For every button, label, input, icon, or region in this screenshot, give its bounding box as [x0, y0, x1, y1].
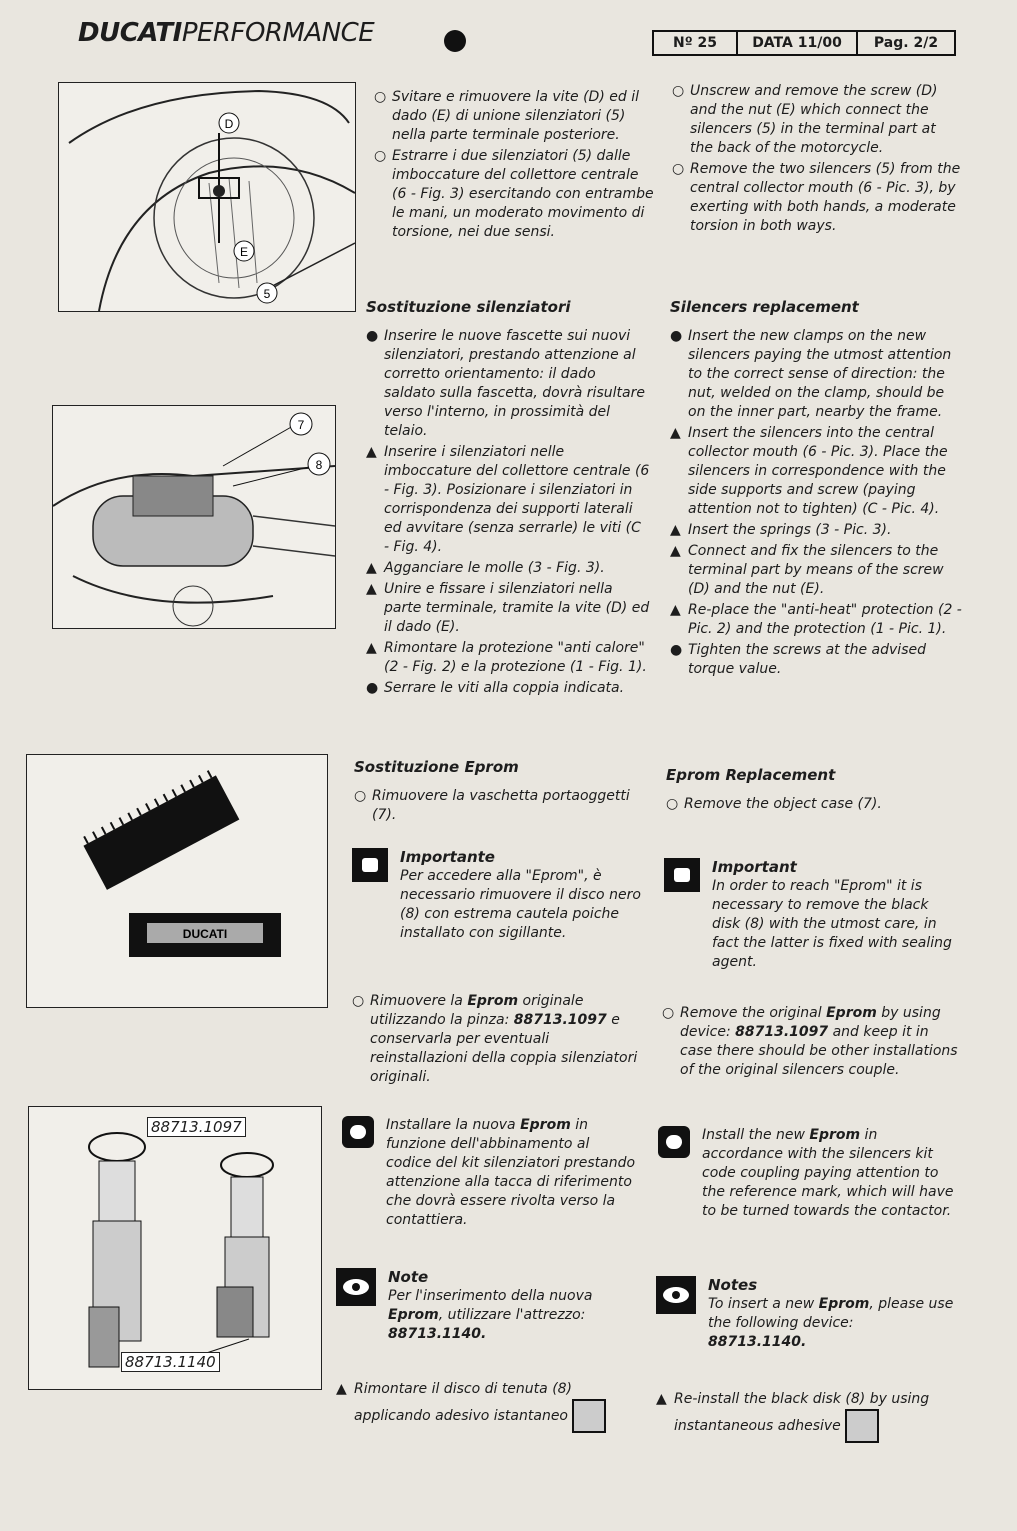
fig1-label-5: 5	[263, 287, 271, 301]
it-step-6	[366, 679, 650, 698]
english-eprom-section	[666, 766, 962, 816]
en-important-title: Important	[712, 858, 797, 876]
it-step-text-3: Agganciare le molle (3 - Fig. 3).	[384, 560, 605, 576]
en-note-title: Notes	[708, 1276, 758, 1294]
en-step-text-6: Tighten the screws at the advised torque value.	[688, 642, 926, 677]
it-eprom-heading: Sostituzione Eprom	[354, 758, 519, 776]
triangle-icon: ▲	[656, 1391, 667, 1407]
brand-logo	[78, 18, 374, 48]
en-step-5	[670, 601, 964, 639]
en-eprom-step-text-1: Remove the object case (7).	[684, 796, 882, 812]
brand-light: PERFORMANCE	[181, 18, 375, 48]
en-intro-text-2: Remove the two silencers (5) from the central collector mouth (6 - Pic. 3), by exerting with both hands, a moderate torsion in both ways.	[690, 161, 961, 234]
it-intro-text-2: Estrarre i due silenziatori (5) dalle imboccature del collettore centrale (6 - Fig. 3) esercitando con entrambe le mani, un moderato movimento di torsione, nei due sensi.	[392, 148, 654, 240]
label-7	[290, 413, 312, 435]
stop-icon	[664, 858, 700, 892]
adhesive-icon	[845, 1409, 879, 1443]
en-step-4	[670, 542, 964, 599]
open-circle-icon: ○	[374, 148, 387, 164]
en-silencer-heading: Silencers replacement	[670, 298, 859, 316]
triangle-icon: ▲	[366, 581, 377, 597]
adhesive-icon	[572, 1399, 606, 1433]
en-step-text-4: Connect and fix the silencers to the terminal part by means of the screw (D) and the nut (E).	[688, 543, 944, 597]
label-e	[234, 241, 254, 261]
it-eprom-step-1	[354, 787, 644, 825]
it-intro-text-1: Svitare e rimuovere la vite (D) ed il dado (E) di unione silenziatori (5) nella parte terminale posteriore.	[392, 89, 639, 143]
en-note-block	[656, 1276, 956, 1352]
brand-bold: DUCATI	[78, 18, 182, 48]
triangle-icon: ▲	[366, 640, 377, 656]
it-reinstall-text: Rimontare il disco di tenuta (8) applicando adesivo istantaneo	[354, 1381, 573, 1424]
en-reinstall	[656, 1390, 956, 1445]
it-intro-1	[374, 88, 654, 145]
it-note-block	[336, 1268, 636, 1344]
fig1-label-e: E	[239, 245, 249, 259]
en-step-text-3: Insert the springs (3 - Pic. 3).	[688, 522, 892, 538]
en-step-text-1: Insert the new clamps on the new silencers paying the utmost attention to the correct sense of direction: the nut, welded on the clamp, should be on the inner part, nearby the frame.	[688, 328, 952, 420]
fig3-chip-label: DUCATI	[182, 927, 228, 941]
it-note-title: Note	[388, 1268, 429, 1286]
fig2-label-7: 7	[297, 418, 305, 432]
it-note-text: Per l'inserimento della nuova Eprom, utilizzare l'attrezzo: 88713.1140.	[388, 1288, 593, 1342]
eye-icon	[656, 1276, 696, 1314]
en-important-text: In order to reach "Eprom" it is necessary to remove the black disk (8) with the utmost care, in fact the latter is fixed with sealing agent.	[712, 878, 952, 970]
open-circle-icon: ○	[672, 161, 685, 177]
en-step-text-2: Insert the silencers into the central collector mouth (6 - Pic. 3). Place the silencers in correspondence with the side supports and screw (paying attention not to tighten) (C - Pic. 4).	[688, 425, 948, 517]
filled-circle-icon: ●	[670, 642, 683, 658]
it-remove-eprom	[352, 992, 642, 1089]
fig1-label-d: D	[224, 117, 234, 131]
tool-label-top: 88713.1097	[147, 1117, 246, 1137]
it-reinstall	[336, 1380, 636, 1435]
it-important-text: Per accedere alla "Eprom", è necessario rimuovere il disco nero (8) con estrema cautela poiche installato con sigillante.	[400, 868, 641, 941]
english-intro	[672, 82, 962, 238]
it-intro-2	[374, 147, 654, 242]
filled-circle-icon: ●	[366, 328, 379, 344]
it-step-text-5: Rimontare la protezione "anti calore" (2 - Fig. 2) e la protezione (1 - Fig. 1).	[384, 640, 647, 675]
en-intro-2	[672, 160, 962, 236]
filled-circle-icon: ●	[670, 328, 683, 344]
it-silencer-heading: Sostituzione silenziatori	[366, 298, 571, 316]
chip-warning-icon	[658, 1126, 690, 1158]
tool-label-bottom: 88713.1140	[121, 1352, 220, 1372]
italian-intro	[374, 88, 654, 244]
en-install-text: Install the new Eprom in accordance with the silencers kit code coupling paying attention to the reference mark, which will have to be turned towards the contactor.	[702, 1127, 954, 1219]
en-remove-text: Remove the original Eprom by using device: 88713.1097 and keep it in case there should be other installations of the original silencers couple.	[680, 1005, 958, 1078]
italian-silencer-section	[366, 298, 650, 700]
figure-tools	[28, 1106, 322, 1390]
triangle-icon: ▲	[366, 444, 377, 460]
figure-eprom-chip	[26, 754, 328, 1008]
it-step-2	[366, 443, 650, 557]
it-step-1	[366, 327, 650, 441]
doc-date: DATA 11/00	[738, 32, 858, 54]
fig2-label-8: 8	[315, 458, 323, 472]
it-step-5	[366, 639, 650, 677]
dot-mark	[444, 30, 466, 52]
en-step-2	[670, 424, 964, 519]
en-note-text: To insert a new Eprom, please use the following device: 88713.1140.	[708, 1296, 954, 1350]
doc-number: Nº 25	[654, 32, 738, 54]
en-intro-1	[672, 82, 962, 158]
triangle-icon: ▲	[670, 602, 681, 618]
it-remove-text: Rimuovere la Eprom originale utilizzando la pinza: 88713.1097 e conservarla per eventuali reinstallazioni della coppia silenziatori originali.	[370, 993, 638, 1085]
en-eprom-heading: Eprom Replacement	[666, 766, 836, 784]
it-install-text: Installare la nuova Eprom in funzione dell'abbinamento al codice del kit silenziatori prestando attenzione alla tacca di riferimento che dovrà essere rivolta verso la contattiera.	[386, 1117, 636, 1228]
english-silencer-section	[670, 298, 964, 681]
stop-icon	[352, 848, 388, 882]
en-reinstall-text: Re-install the black disk (8) by using instantaneous adhesive	[674, 1391, 930, 1434]
figure-silencer-clamps	[52, 405, 336, 629]
triangle-icon: ▲	[670, 425, 681, 441]
en-install-block	[658, 1126, 958, 1221]
en-important-block	[664, 858, 960, 972]
it-step-text-6: Serrare le viti alla coppia indicata.	[384, 680, 625, 696]
it-eprom-step-text-1: Rimuovere la vaschetta portaoggetti (7).	[372, 788, 630, 823]
open-circle-icon: ○	[374, 89, 387, 105]
italian-eprom-section	[354, 758, 644, 827]
en-intro-text-1: Unscrew and remove the screw (D) and the nut (E) which connect the silencers (5) in the terminal part at the back of the motorcycle.	[690, 83, 938, 156]
eye-icon	[336, 1268, 376, 1306]
chip-warning-icon	[342, 1116, 374, 1148]
open-circle-icon: ○	[354, 788, 367, 804]
triangle-icon: ▲	[670, 543, 681, 559]
en-remove-eprom	[662, 1004, 958, 1082]
triangle-icon: ▲	[366, 560, 377, 576]
open-circle-icon: ○	[662, 1005, 675, 1021]
label-8	[308, 453, 330, 475]
open-circle-icon: ○	[352, 993, 365, 1009]
it-important-block	[352, 848, 642, 943]
triangle-icon: ▲	[670, 522, 681, 538]
it-step-4	[366, 580, 650, 637]
it-step-text-2: Inserire i silenziatori nelle imboccature del collettore centrale (6 - Fig. 3). Posizionare i silenziatori in corrispondenza dei supporti laterali ed avvitare (senza serrarle) le viti (C - Fig. 4).	[384, 444, 650, 555]
open-circle-icon: ○	[672, 83, 685, 99]
it-step-text-1: Inserire le nuove fascette sui nuovi silenziatori, prestando attenzione al corretto orientamento: il dado saldato sulla fascetta, dovrà risultare verso l'interno, in prossimità del telaio.	[384, 328, 645, 439]
doc-info-box	[652, 30, 956, 56]
it-step-3	[366, 559, 650, 578]
open-circle-icon: ○	[666, 796, 679, 812]
figure-exhaust-rear	[58, 82, 356, 312]
en-step-6	[670, 641, 964, 679]
filled-circle-icon: ●	[366, 680, 379, 696]
doc-page: Pag. 2/2	[873, 35, 939, 51]
label-5	[257, 283, 277, 303]
en-step-3	[670, 521, 964, 540]
en-eprom-step-1	[666, 795, 962, 814]
it-install-block	[342, 1116, 638, 1230]
label-d	[219, 113, 239, 133]
en-step-1	[670, 327, 964, 422]
triangle-icon: ▲	[336, 1381, 347, 1397]
it-step-text-4: Unire e fissare i silenziatori nella parte terminale, tramite la vite (D) ed il dado (E).	[384, 581, 650, 635]
en-step-text-5: Re-place the "anti-heat" protection (2 - Pic. 2) and the protection (1 - Pic. 1).	[688, 602, 962, 637]
it-important-title: Importante	[400, 848, 495, 866]
